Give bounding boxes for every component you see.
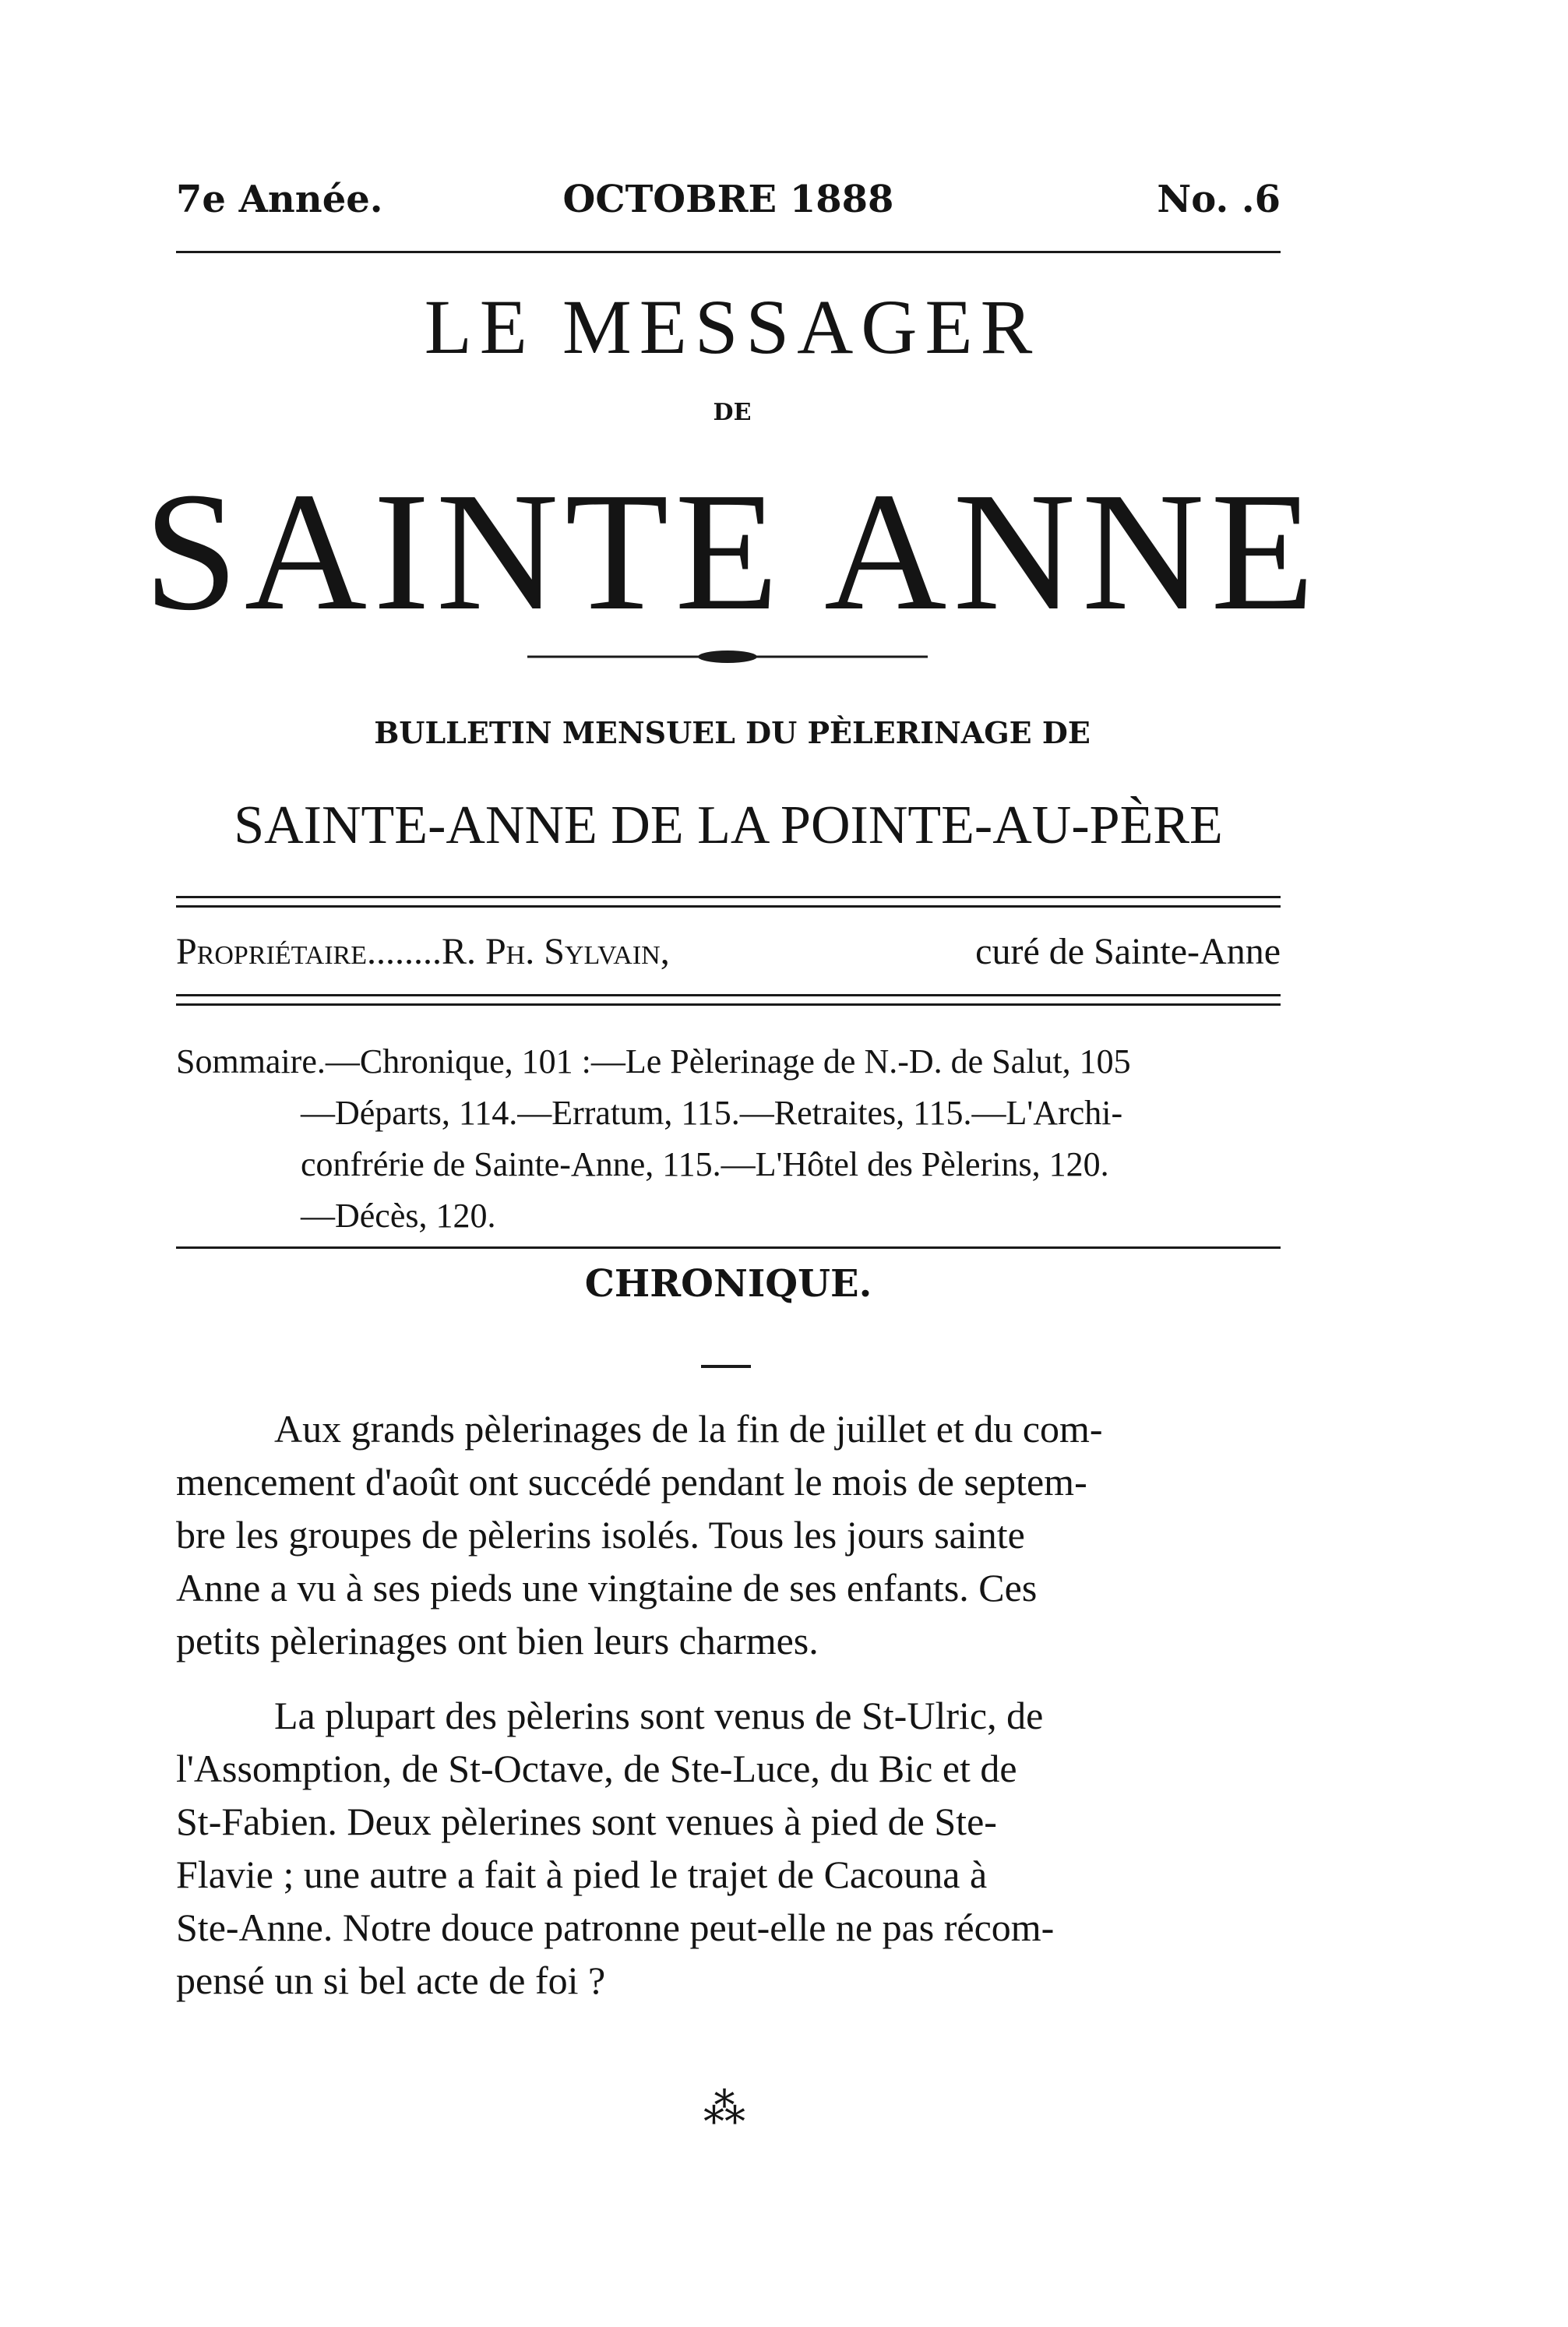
bulletin-subtitle: BULLETIN MENSUEL DU PÈLERINAGE DE	[374, 715, 1091, 750]
journal-title-de: DE	[713, 399, 752, 426]
double-rule-mid-2	[176, 1003, 1281, 1006]
paragraph-1	[176, 1402, 1281, 1667]
asterism-icon: ⁂	[703, 2085, 745, 2132]
issue-date: OCTOBRE 1888	[562, 178, 894, 221]
double-rule-top-2	[176, 905, 1281, 908]
journal-title-big: SAINTE ANNE	[143, 458, 1321, 646]
paragraph-2	[176, 1689, 1281, 2007]
text-line: La plupart des pèlerins sont venus de St-Ulric, de	[274, 1694, 1044, 1737]
masthead	[176, 178, 1281, 232]
text-line: petits pèlerinages ont bien leurs charmes.	[176, 1619, 819, 1662]
toc-line: —Départs, 114.—Erratum, 115.—Retraites, 115.—L'Archi-	[301, 1094, 1123, 1132]
text-line: mencement d'août ont succédé pendant le mois de septem-	[176, 1460, 1087, 1504]
toc-line: —Décès, 120.	[301, 1197, 496, 1235]
owner-label: Propriétaire........R. Ph. Sylvain,	[176, 931, 670, 972]
owner-title: curé de Sainte-Anne	[975, 931, 1281, 972]
text-line: Anne a vu à ses pieds une vingtaine de ses enfants. Ces	[176, 1566, 1038, 1610]
double-rule-mid-1	[176, 994, 1281, 996]
toc-line: Sommaire.—Chronique, 101 :—Le Pèlerinage de N.-D. de Salut, 105	[176, 1042, 1131, 1081]
text-line: Flavie ; une autre a fait à pied le trajet de Cacouna à	[176, 1853, 988, 1896]
volume-year: 7e Année.	[176, 178, 383, 221]
owner-line	[176, 930, 1281, 973]
ornament-divider-icon	[527, 648, 928, 665]
section-rule	[176, 1246, 1281, 1249]
text-line: l'Assomption, de St-Octave, de Ste-Luce, du Bic et de	[176, 1747, 1017, 1790]
text-line: pensé un si bel acte de foi ?	[176, 1959, 606, 2002]
toc-line: confrérie de Sainte-Anne, 115.—L'Hôtel des Pèlerins, 120.	[301, 1145, 1109, 1183]
text-line: Ste-Anne. Notre douce patronne peut-elle ne pas récom-	[176, 1906, 1055, 1949]
table-of-contents	[176, 1036, 1281, 1242]
journal-title: LE MESSAGER	[424, 284, 1041, 370]
text-line: Aux grands pèlerinages de la fin de juillet et du com-	[274, 1407, 1103, 1451]
double-rule-top-1	[176, 896, 1281, 898]
issue-number: No. .6	[1157, 178, 1281, 221]
section-heading: CHRONIQUE.	[584, 1262, 872, 1306]
pilgrimage-location: SAINTE-ANNE DE LA POINTE-AU-PÈRE	[234, 795, 1223, 855]
text-line: St-Fabien. Deux pèlerines sont venues à pied de Ste-	[176, 1800, 997, 1843]
masthead-rule	[176, 251, 1281, 253]
heading-dash	[701, 1365, 751, 1368]
text-line: bre les groupes de pèlerins isolés. Tous les jours sainte	[176, 1513, 1025, 1557]
